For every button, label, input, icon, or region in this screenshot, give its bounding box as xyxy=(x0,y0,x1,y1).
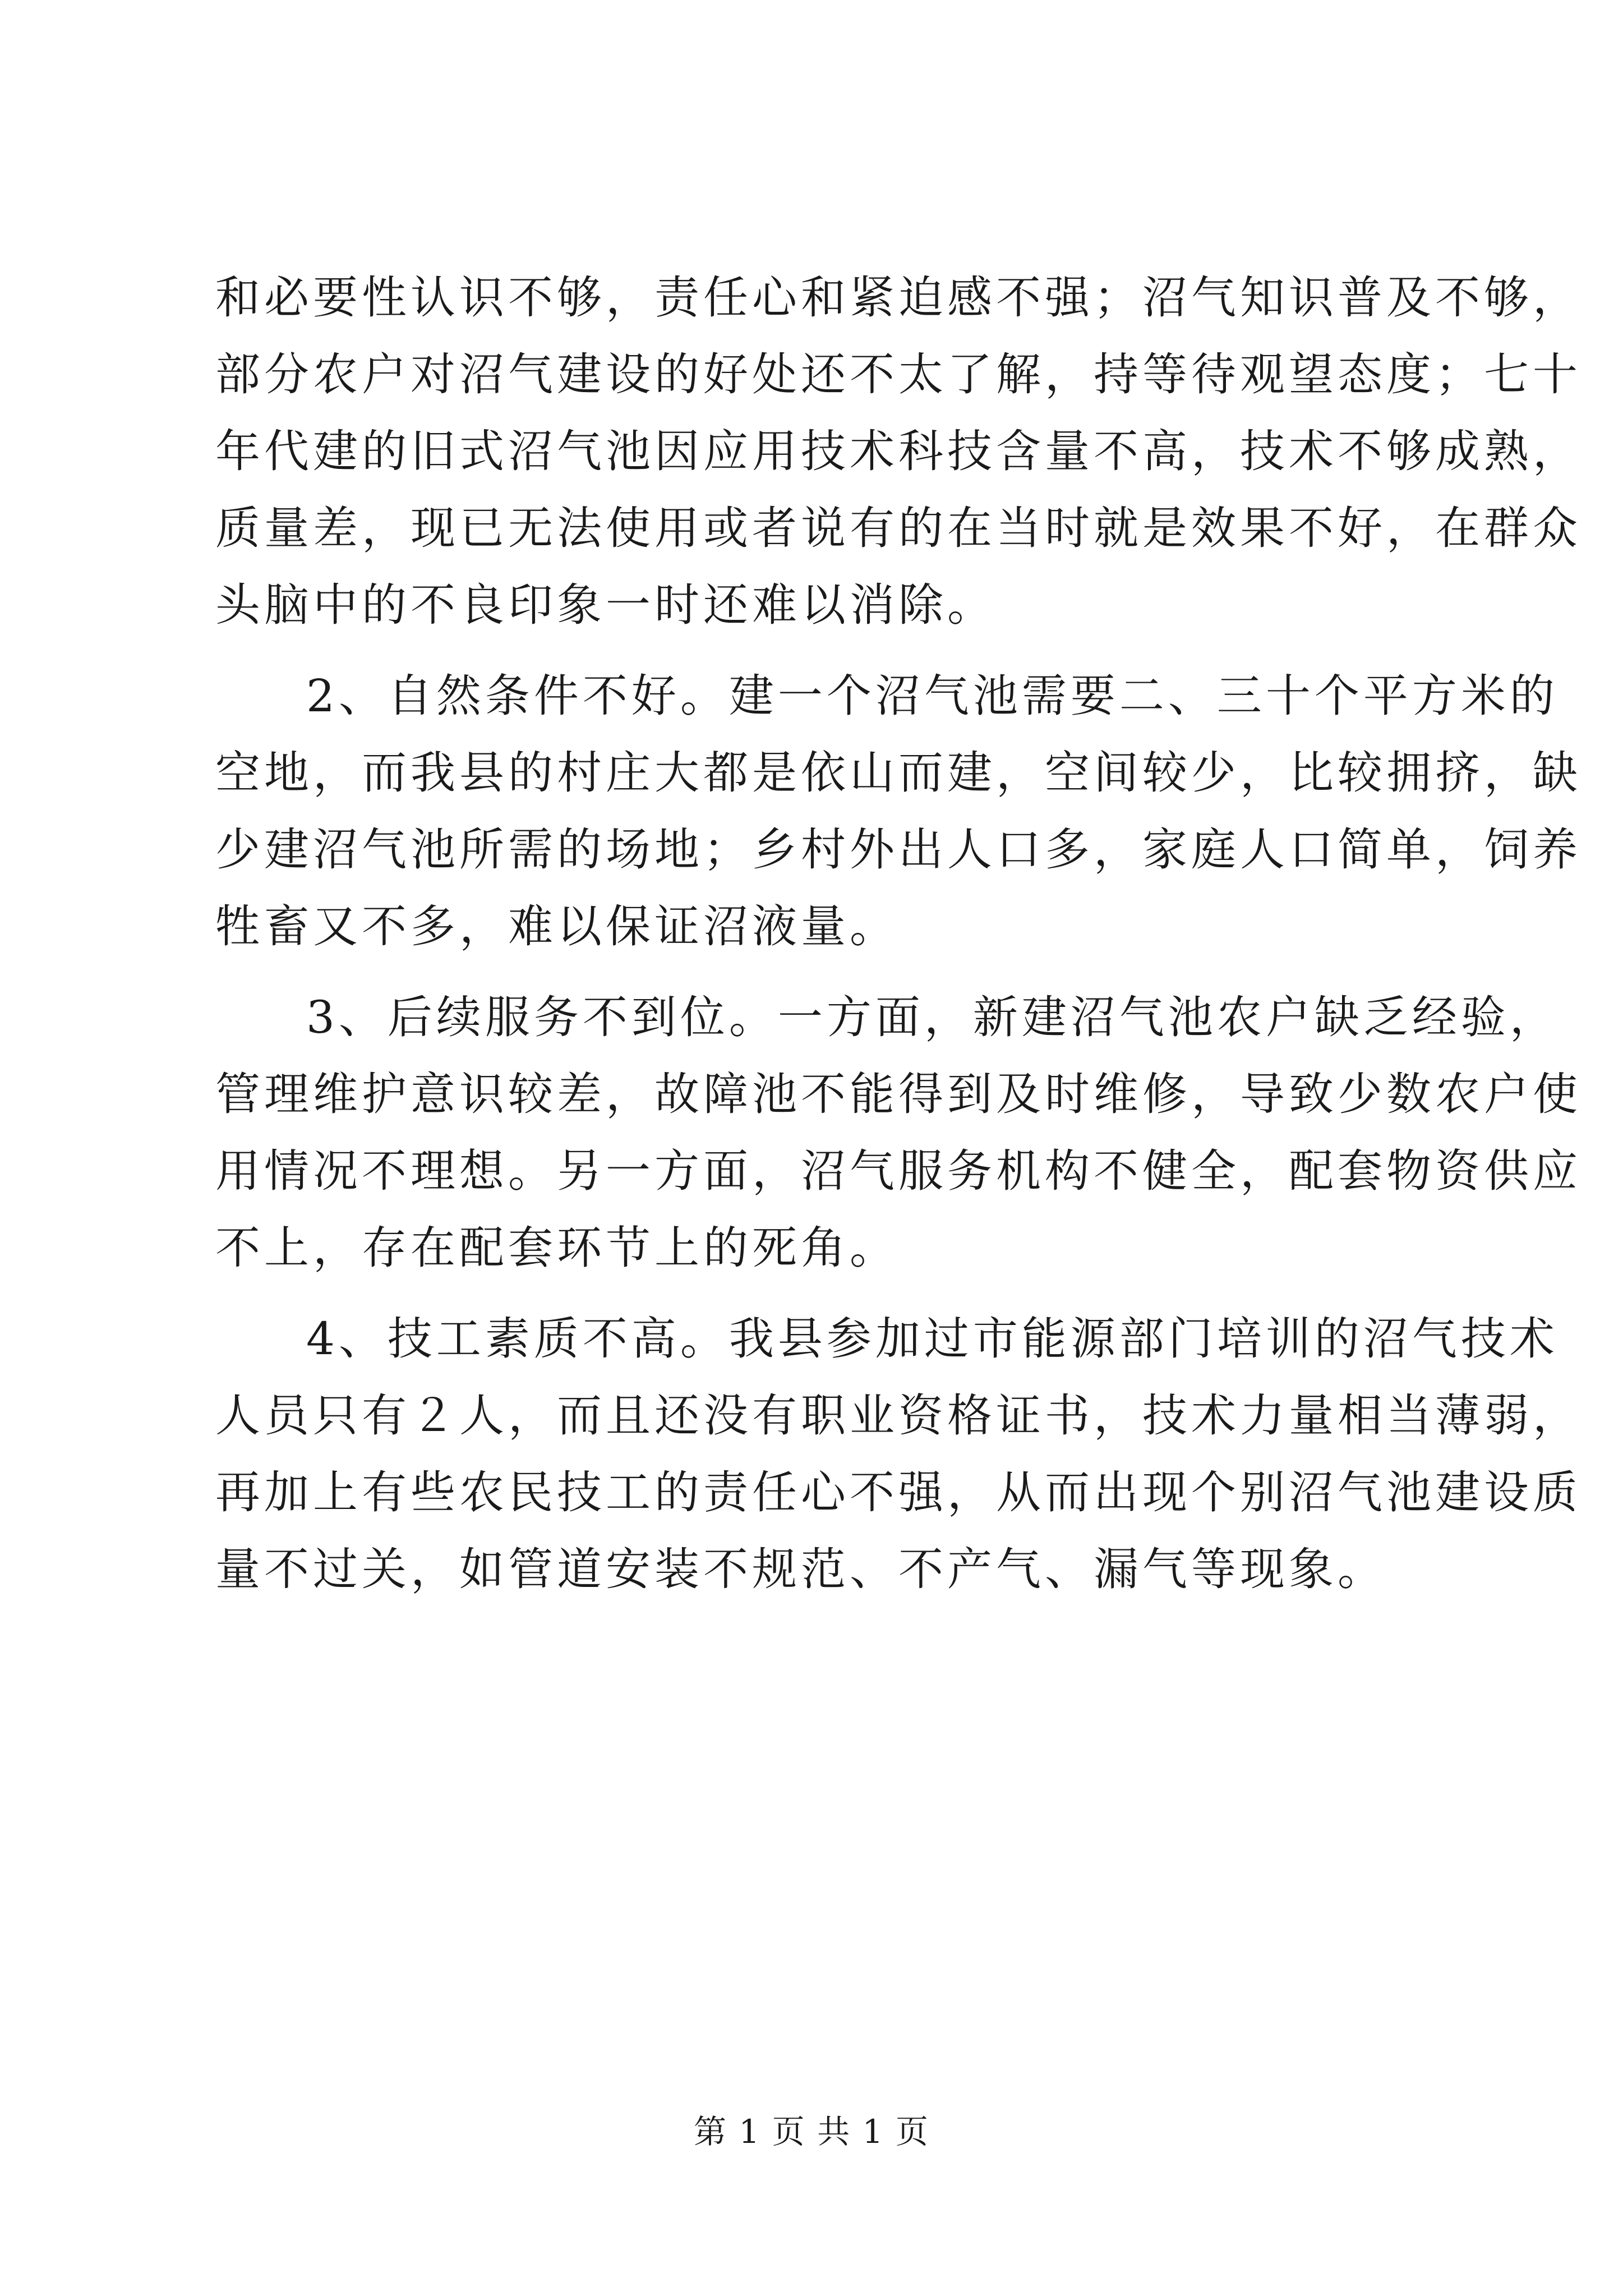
text-line: 量不过关，如管道安装不规范、不产气、漏气等现象。 xyxy=(215,1543,1386,1595)
text-line: 年代建的旧式沼气池因应用技术科技含量不高，技术不够成熟， xyxy=(215,425,1581,477)
text-line: 管理维护意识较差，故障池不能得到及时维修，导致少数农户使 xyxy=(215,1068,1581,1120)
paragraph-spacer xyxy=(215,965,1420,979)
text-line: 部分农户对沼气建设的好处还不太了解，持等待观望态度；七十 xyxy=(215,348,1581,401)
text-line: 再加上有些农民技工的责任心不强，从而出现个别沼气池建设质 xyxy=(215,1466,1581,1519)
paragraph-3 xyxy=(215,979,1581,1286)
text-line: 少建沼气池所需的场地；乡村外出人口多，家庭人口简单，饲养 xyxy=(215,823,1581,876)
text-line: 质量差，现已无法使用或者说有的在当时就是效果不好，在群众 xyxy=(215,502,1581,554)
document-body xyxy=(215,259,1581,1608)
text-line: 头脑中的不良印象一时还难以消除。 xyxy=(215,579,996,631)
paragraph-2 xyxy=(215,657,1581,965)
text-line: 2、自然条件不好。建一个沼气池需要二、三十个平方米的 xyxy=(306,670,1559,722)
text-line: 和必要性认识不够，责任心和紧迫感不强；沼气知识普及不够， xyxy=(215,272,1581,324)
text-line: 空地，而我县的村庄大都是依山而建，空间较少，比较拥挤，缺 xyxy=(215,747,1581,799)
text-line: 人员只有２人，而且还没有职业资格证书，技术力量相当薄弱， xyxy=(215,1389,1581,1442)
text-line: 用情况不理想。另一方面，沼气服务机构不健全，配套物资供应 xyxy=(215,1145,1581,1197)
paragraph-1 xyxy=(215,259,1581,643)
text-line: 牲畜又不多，难以保证沼液量。 xyxy=(215,900,898,953)
text-line: 3、后续服务不到位。一方面，新建沼气池农户缺乏经验， xyxy=(306,991,1559,1043)
paragraph-spacer xyxy=(215,643,1420,657)
text-line: 4、技工素质不高。我县参加过市能源部门培训的沼气技术 xyxy=(306,1313,1559,1365)
page-number-footer: 第 1 页 共 1 页 xyxy=(694,2113,929,2151)
text-line: 不上，存在配套环节上的死角。 xyxy=(215,1222,898,1274)
paragraph-spacer xyxy=(215,1286,1420,1300)
paragraph-4 xyxy=(215,1300,1581,1608)
